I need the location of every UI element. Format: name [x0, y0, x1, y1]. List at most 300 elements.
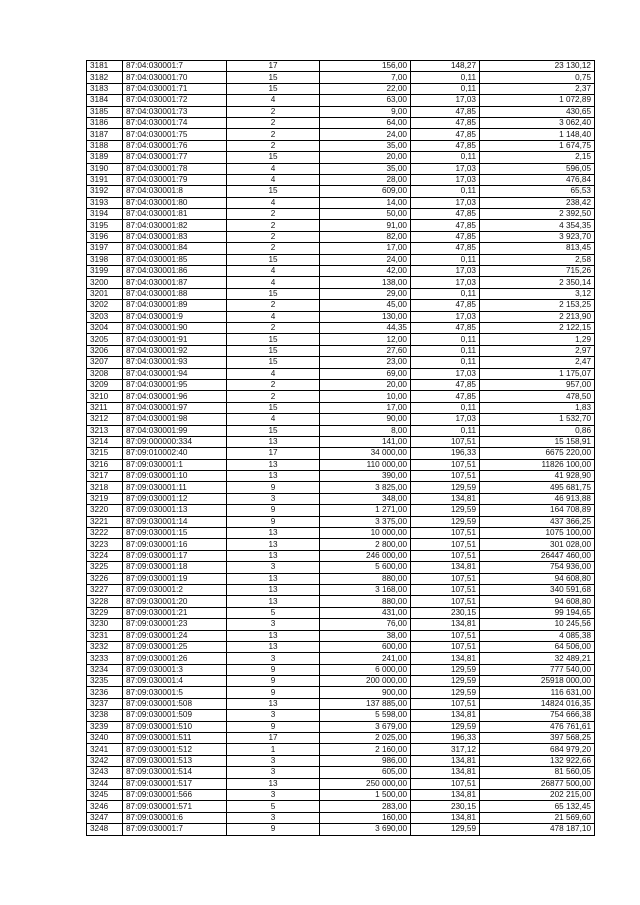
cost-value-cell: 26877 500,00	[480, 778, 595, 789]
group-code-cell: 3	[227, 562, 320, 573]
rate-value-cell: 0,11	[411, 357, 480, 368]
table-row	[87, 425, 595, 436]
table-row	[87, 630, 595, 641]
group-code-cell: 15	[227, 254, 320, 265]
rate-value-cell: 17,03	[411, 414, 480, 425]
table-row	[87, 767, 595, 778]
row-number-cell: 3235	[87, 676, 123, 687]
rate-value-cell: 230,15	[411, 801, 480, 812]
cadastral-number-cell: 87:04:030001:75	[123, 129, 227, 140]
cadastral-number-cell: 87:04:030001:84	[123, 243, 227, 254]
row-number-cell: 3211	[87, 402, 123, 413]
row-number-cell: 3197	[87, 243, 123, 254]
row-number-cell: 3206	[87, 345, 123, 356]
group-code-cell: 3	[227, 653, 320, 664]
area-value-cell: 35,00	[320, 140, 411, 151]
area-value-cell: 241,00	[320, 653, 411, 664]
area-value-cell: 20,00	[320, 152, 411, 163]
rate-value-cell: 17,03	[411, 95, 480, 106]
cost-value-cell: 1 072,89	[480, 95, 595, 106]
cost-value-cell: 478 187,10	[480, 824, 595, 835]
row-number-cell: 3182	[87, 72, 123, 83]
area-value-cell: 141,00	[320, 436, 411, 447]
row-number-cell: 3245	[87, 790, 123, 801]
area-value-cell: 3 679,00	[320, 721, 411, 732]
group-code-cell: 4	[227, 95, 320, 106]
rate-value-cell: 0,11	[411, 83, 480, 94]
cost-value-cell: 1,83	[480, 402, 595, 413]
group-code-cell: 2	[227, 322, 320, 333]
table-row	[87, 334, 595, 345]
row-number-cell: 3193	[87, 197, 123, 208]
cost-value-cell: 476 761,61	[480, 721, 595, 732]
rate-value-cell: 134,81	[411, 790, 480, 801]
cost-value-cell: 754 666,38	[480, 710, 595, 721]
row-number-cell: 3232	[87, 641, 123, 652]
rate-value-cell: 107,51	[411, 573, 480, 584]
area-value-cell: 14,00	[320, 197, 411, 208]
table-row	[87, 653, 595, 664]
table-row	[87, 95, 595, 106]
cadastral-number-cell: 87:04:030001:73	[123, 106, 227, 117]
cost-value-cell: 2,58	[480, 254, 595, 265]
row-number-cell: 3217	[87, 471, 123, 482]
rate-value-cell: 129,59	[411, 664, 480, 675]
group-code-cell: 9	[227, 664, 320, 675]
group-code-cell: 13	[227, 471, 320, 482]
table-row	[87, 528, 595, 539]
table-row	[87, 448, 595, 459]
table-row	[87, 83, 595, 94]
table-row	[87, 243, 595, 254]
cadastral-number-cell: 87:04:030001:81	[123, 209, 227, 220]
data-table	[86, 60, 595, 836]
row-number-cell: 3203	[87, 311, 123, 322]
cost-value-cell: 65 132,45	[480, 801, 595, 812]
cadastral-number-cell: 87:04:030001:92	[123, 345, 227, 356]
row-number-cell: 3225	[87, 562, 123, 573]
table-row	[87, 698, 595, 709]
row-number-cell: 3243	[87, 767, 123, 778]
table-row	[87, 163, 595, 174]
cost-value-cell: 754 936,00	[480, 562, 595, 573]
cost-value-cell: 1 148,40	[480, 129, 595, 140]
cadastral-number-cell: 87:09:030001:18	[123, 562, 227, 573]
cadastral-number-cell: 87:09:030001:2	[123, 584, 227, 595]
area-value-cell: 160,00	[320, 812, 411, 823]
cadastral-number-cell: 87:09:030001:513	[123, 755, 227, 766]
group-code-cell: 9	[227, 505, 320, 516]
area-value-cell: 10 000,00	[320, 528, 411, 539]
area-value-cell: 28,00	[320, 174, 411, 185]
cost-value-cell: 15 158,91	[480, 436, 595, 447]
row-number-cell: 3191	[87, 174, 123, 185]
group-code-cell: 3	[227, 812, 320, 823]
area-value-cell: 3 825,00	[320, 482, 411, 493]
cost-value-cell: 6675 220,00	[480, 448, 595, 459]
cost-value-cell: 81 560,05	[480, 767, 595, 778]
table-row	[87, 471, 595, 482]
row-number-cell: 3242	[87, 755, 123, 766]
table-row	[87, 357, 595, 368]
cost-value-cell: 32 489,21	[480, 653, 595, 664]
group-code-cell: 13	[227, 778, 320, 789]
group-code-cell: 15	[227, 288, 320, 299]
row-number-cell: 3209	[87, 379, 123, 390]
row-number-cell: 3186	[87, 117, 123, 128]
group-code-cell: 15	[227, 345, 320, 356]
cost-value-cell: 1 532,70	[480, 414, 595, 425]
table-row	[87, 516, 595, 527]
group-code-cell: 2	[227, 300, 320, 311]
row-number-cell: 3185	[87, 106, 123, 117]
area-value-cell: 44,35	[320, 322, 411, 333]
rate-value-cell: 17,03	[411, 266, 480, 277]
cadastral-number-cell: 87:09:030001:26	[123, 653, 227, 664]
cost-value-cell: 94 608,80	[480, 596, 595, 607]
area-value-cell: 1 271,00	[320, 505, 411, 516]
rate-value-cell: 17,03	[411, 174, 480, 185]
area-value-cell: 609,00	[320, 186, 411, 197]
rate-value-cell: 47,85	[411, 209, 480, 220]
group-code-cell: 4	[227, 197, 320, 208]
group-code-cell: 9	[227, 482, 320, 493]
table-row	[87, 573, 595, 584]
rate-value-cell: 107,51	[411, 550, 480, 561]
cost-value-cell: 3 923,70	[480, 231, 595, 242]
cadastral-number-cell: 87:09:030001:13	[123, 505, 227, 516]
row-number-cell: 3230	[87, 619, 123, 630]
cost-value-cell: 99 194,65	[480, 607, 595, 618]
group-code-cell: 4	[227, 277, 320, 288]
cost-value-cell: 476,84	[480, 174, 595, 185]
rate-value-cell: 47,85	[411, 322, 480, 333]
cadastral-number-cell: 87:04:030001:80	[123, 197, 227, 208]
area-value-cell: 20,00	[320, 379, 411, 390]
row-number-cell: 3204	[87, 322, 123, 333]
area-value-cell: 10,00	[320, 391, 411, 402]
table-row	[87, 72, 595, 83]
cost-value-cell: 684 979,20	[480, 744, 595, 755]
table-row	[87, 744, 595, 755]
area-value-cell: 69,00	[320, 368, 411, 379]
row-number-cell: 3238	[87, 710, 123, 721]
group-code-cell: 9	[227, 516, 320, 527]
table-row	[87, 619, 595, 630]
cadastral-number-cell: 87:09:030001:14	[123, 516, 227, 527]
cadastral-number-cell: 87:09:030001:10	[123, 471, 227, 482]
row-number-cell: 3192	[87, 186, 123, 197]
cost-value-cell: 4 354,35	[480, 220, 595, 231]
cadastral-number-cell: 87:09:030001:19	[123, 573, 227, 584]
cadastral-number-cell: 87:09:030001:566	[123, 790, 227, 801]
cadastral-number-cell: 87:04:030001:86	[123, 266, 227, 277]
area-value-cell: 63,00	[320, 95, 411, 106]
row-number-cell: 3233	[87, 653, 123, 664]
row-number-cell: 3222	[87, 528, 123, 539]
table-row	[87, 676, 595, 687]
cost-value-cell: 132 922,66	[480, 755, 595, 766]
cadastral-number-cell: 87:04:030001:85	[123, 254, 227, 265]
table-row	[87, 482, 595, 493]
area-value-cell: 17,00	[320, 243, 411, 254]
rate-value-cell: 230,15	[411, 607, 480, 618]
group-code-cell: 13	[227, 584, 320, 595]
table-row	[87, 129, 595, 140]
rate-value-cell: 0,11	[411, 334, 480, 345]
table-row	[87, 209, 595, 220]
cost-value-cell: 957,00	[480, 379, 595, 390]
group-code-cell: 13	[227, 539, 320, 550]
table-row	[87, 801, 595, 812]
row-number-cell: 3183	[87, 83, 123, 94]
group-code-cell: 9	[227, 721, 320, 732]
table-row	[87, 436, 595, 447]
rate-value-cell: 134,81	[411, 493, 480, 504]
row-number-cell: 3205	[87, 334, 123, 345]
area-value-cell: 3 168,00	[320, 584, 411, 595]
row-number-cell: 3189	[87, 152, 123, 163]
row-number-cell: 3248	[87, 824, 123, 835]
cadastral-number-cell: 87:04:030001:87	[123, 277, 227, 288]
area-value-cell: 38,00	[320, 630, 411, 641]
area-value-cell: 12,00	[320, 334, 411, 345]
row-number-cell: 3239	[87, 721, 123, 732]
table-row	[87, 117, 595, 128]
table-row	[87, 174, 595, 185]
row-number-cell: 3231	[87, 630, 123, 641]
cadastral-number-cell: 87:04:030001:74	[123, 117, 227, 128]
cadastral-number-cell: 87:04:030001:91	[123, 334, 227, 345]
table-row	[87, 607, 595, 618]
row-number-cell: 3215	[87, 448, 123, 459]
cadastral-number-cell: 87:09:030001:4	[123, 676, 227, 687]
table-row	[87, 710, 595, 721]
table-row	[87, 231, 595, 242]
area-value-cell: 200 000,00	[320, 676, 411, 687]
cadastral-number-cell: 87:04:030001:71	[123, 83, 227, 94]
group-code-cell: 17	[227, 448, 320, 459]
area-value-cell: 137 885,00	[320, 698, 411, 709]
rate-value-cell: 134,81	[411, 653, 480, 664]
table-row	[87, 322, 595, 333]
cost-value-cell: 2,97	[480, 345, 595, 356]
cost-value-cell: 478,50	[480, 391, 595, 402]
group-code-cell: 1	[227, 744, 320, 755]
rate-value-cell: 317,12	[411, 744, 480, 755]
cadastral-number-cell: 87:04:030001:98	[123, 414, 227, 425]
rate-value-cell: 107,51	[411, 436, 480, 447]
cadastral-number-cell: 87:09:030001:508	[123, 698, 227, 709]
rate-value-cell: 129,59	[411, 676, 480, 687]
rate-value-cell: 129,59	[411, 516, 480, 527]
area-value-cell: 45,00	[320, 300, 411, 311]
rate-value-cell: 196,33	[411, 448, 480, 459]
area-value-cell: 5 598,00	[320, 710, 411, 721]
cadastral-number-cell: 87:04:030001:94	[123, 368, 227, 379]
cadastral-number-cell: 87:09:030001:16	[123, 539, 227, 550]
row-number-cell: 3218	[87, 482, 123, 493]
cadastral-number-cell: 87:04:030001:78	[123, 163, 227, 174]
group-code-cell: 13	[227, 459, 320, 470]
cost-value-cell: 164 708,89	[480, 505, 595, 516]
cost-value-cell: 430,65	[480, 106, 595, 117]
cadastral-number-cell: 87:09:030001:15	[123, 528, 227, 539]
cadastral-number-cell: 87:09:010002:40	[123, 448, 227, 459]
cadastral-number-cell: 87:09:030001:517	[123, 778, 227, 789]
table-row	[87, 584, 595, 595]
cost-value-cell: 46 913,88	[480, 493, 595, 504]
cadastral-number-cell: 87:09:030001:1	[123, 459, 227, 470]
area-value-cell: 90,00	[320, 414, 411, 425]
cadastral-number-cell: 87:09:030001:509	[123, 710, 227, 721]
cadastral-number-cell: 87:09:030001:20	[123, 596, 227, 607]
group-code-cell: 2	[227, 391, 320, 402]
area-value-cell: 34 000,00	[320, 448, 411, 459]
table-row	[87, 687, 595, 698]
group-code-cell: 17	[227, 733, 320, 744]
rate-value-cell: 47,85	[411, 220, 480, 231]
group-code-cell: 2	[227, 231, 320, 242]
table-row	[87, 61, 595, 72]
rate-value-cell: 129,59	[411, 505, 480, 516]
area-value-cell: 1 500,00	[320, 790, 411, 801]
table-row	[87, 197, 595, 208]
area-value-cell: 29,00	[320, 288, 411, 299]
group-code-cell: 3	[227, 790, 320, 801]
table-row	[87, 345, 595, 356]
area-value-cell: 35,00	[320, 163, 411, 174]
cadastral-number-cell: 87:04:030001:96	[123, 391, 227, 402]
area-value-cell: 82,00	[320, 231, 411, 242]
rate-value-cell: 134,81	[411, 755, 480, 766]
area-value-cell: 7,00	[320, 72, 411, 83]
row-number-cell: 3200	[87, 277, 123, 288]
cost-value-cell: 715,26	[480, 266, 595, 277]
cadastral-number-cell: 87:04:030001:88	[123, 288, 227, 299]
area-value-cell: 2 160,00	[320, 744, 411, 755]
group-code-cell: 4	[227, 311, 320, 322]
rate-value-cell: 129,59	[411, 824, 480, 835]
area-value-cell: 17,00	[320, 402, 411, 413]
group-code-cell: 3	[227, 710, 320, 721]
table-body	[87, 61, 595, 836]
area-value-cell: 42,00	[320, 266, 411, 277]
row-number-cell: 3184	[87, 95, 123, 106]
area-value-cell: 8,00	[320, 425, 411, 436]
table-row	[87, 733, 595, 744]
cadastral-number-cell: 87:09:030001:17	[123, 550, 227, 561]
row-number-cell: 3188	[87, 140, 123, 151]
area-value-cell: 605,00	[320, 767, 411, 778]
group-code-cell: 15	[227, 402, 320, 413]
area-value-cell: 138,00	[320, 277, 411, 288]
cadastral-number-cell: 87:04:030001:90	[123, 322, 227, 333]
group-code-cell: 5	[227, 801, 320, 812]
group-code-cell: 4	[227, 266, 320, 277]
area-value-cell: 23,00	[320, 357, 411, 368]
group-code-cell: 2	[227, 106, 320, 117]
area-value-cell: 9,00	[320, 106, 411, 117]
rate-value-cell: 0,11	[411, 345, 480, 356]
area-value-cell: 986,00	[320, 755, 411, 766]
row-number-cell: 3237	[87, 698, 123, 709]
rate-value-cell: 107,51	[411, 778, 480, 789]
row-number-cell: 3199	[87, 266, 123, 277]
table-row	[87, 755, 595, 766]
table-row	[87, 106, 595, 117]
cadastral-number-cell: 87:09:030001:25	[123, 641, 227, 652]
cost-value-cell: 1 175,07	[480, 368, 595, 379]
table-row	[87, 539, 595, 550]
group-code-cell: 2	[227, 129, 320, 140]
row-number-cell: 3190	[87, 163, 123, 174]
cost-value-cell: 596,05	[480, 163, 595, 174]
cost-value-cell: 0,75	[480, 72, 595, 83]
rate-value-cell: 0,11	[411, 152, 480, 163]
group-code-cell: 15	[227, 152, 320, 163]
cadastral-number-cell: 87:04:030001:8	[123, 186, 227, 197]
rate-value-cell: 47,85	[411, 300, 480, 311]
cost-value-cell: 2 392,50	[480, 209, 595, 220]
cost-value-cell: 3 062,40	[480, 117, 595, 128]
row-number-cell: 3198	[87, 254, 123, 265]
area-value-cell: 2 800,00	[320, 539, 411, 550]
table-row	[87, 790, 595, 801]
row-number-cell: 3219	[87, 493, 123, 504]
group-code-cell: 9	[227, 824, 320, 835]
cost-value-cell: 2,15	[480, 152, 595, 163]
rate-value-cell: 47,85	[411, 140, 480, 151]
cost-value-cell: 41 928,90	[480, 471, 595, 482]
rate-value-cell: 107,51	[411, 596, 480, 607]
rate-value-cell: 17,03	[411, 368, 480, 379]
group-code-cell: 2	[227, 220, 320, 231]
cadastral-number-cell: 87:04:030001:77	[123, 152, 227, 163]
cadastral-number-cell: 87:09:030001:23	[123, 619, 227, 630]
rate-value-cell: 196,33	[411, 733, 480, 744]
cost-value-cell: 26447 460,00	[480, 550, 595, 561]
row-number-cell: 3212	[87, 414, 123, 425]
area-value-cell: 110 000,00	[320, 459, 411, 470]
cost-value-cell: 2 213,90	[480, 311, 595, 322]
table-row	[87, 254, 595, 265]
cost-value-cell: 202 215,00	[480, 790, 595, 801]
row-number-cell: 3201	[87, 288, 123, 299]
row-number-cell: 3227	[87, 584, 123, 595]
table-row	[87, 402, 595, 413]
cost-value-cell: 2 122,15	[480, 322, 595, 333]
table-row	[87, 277, 595, 288]
table-row	[87, 812, 595, 823]
area-value-cell: 880,00	[320, 573, 411, 584]
table-row	[87, 562, 595, 573]
table-row	[87, 721, 595, 732]
rate-value-cell: 107,51	[411, 584, 480, 595]
cost-value-cell: 1075 100,00	[480, 528, 595, 539]
cost-value-cell: 777 540,00	[480, 664, 595, 675]
group-code-cell: 5	[227, 607, 320, 618]
table-row	[87, 379, 595, 390]
cadastral-number-cell: 87:04:030001:89	[123, 300, 227, 311]
row-number-cell: 3236	[87, 687, 123, 698]
table-row	[87, 550, 595, 561]
group-code-cell: 4	[227, 368, 320, 379]
group-code-cell: 2	[227, 117, 320, 128]
rate-value-cell: 47,85	[411, 117, 480, 128]
cadastral-number-cell: 87:09:030001:5	[123, 687, 227, 698]
table-row	[87, 300, 595, 311]
